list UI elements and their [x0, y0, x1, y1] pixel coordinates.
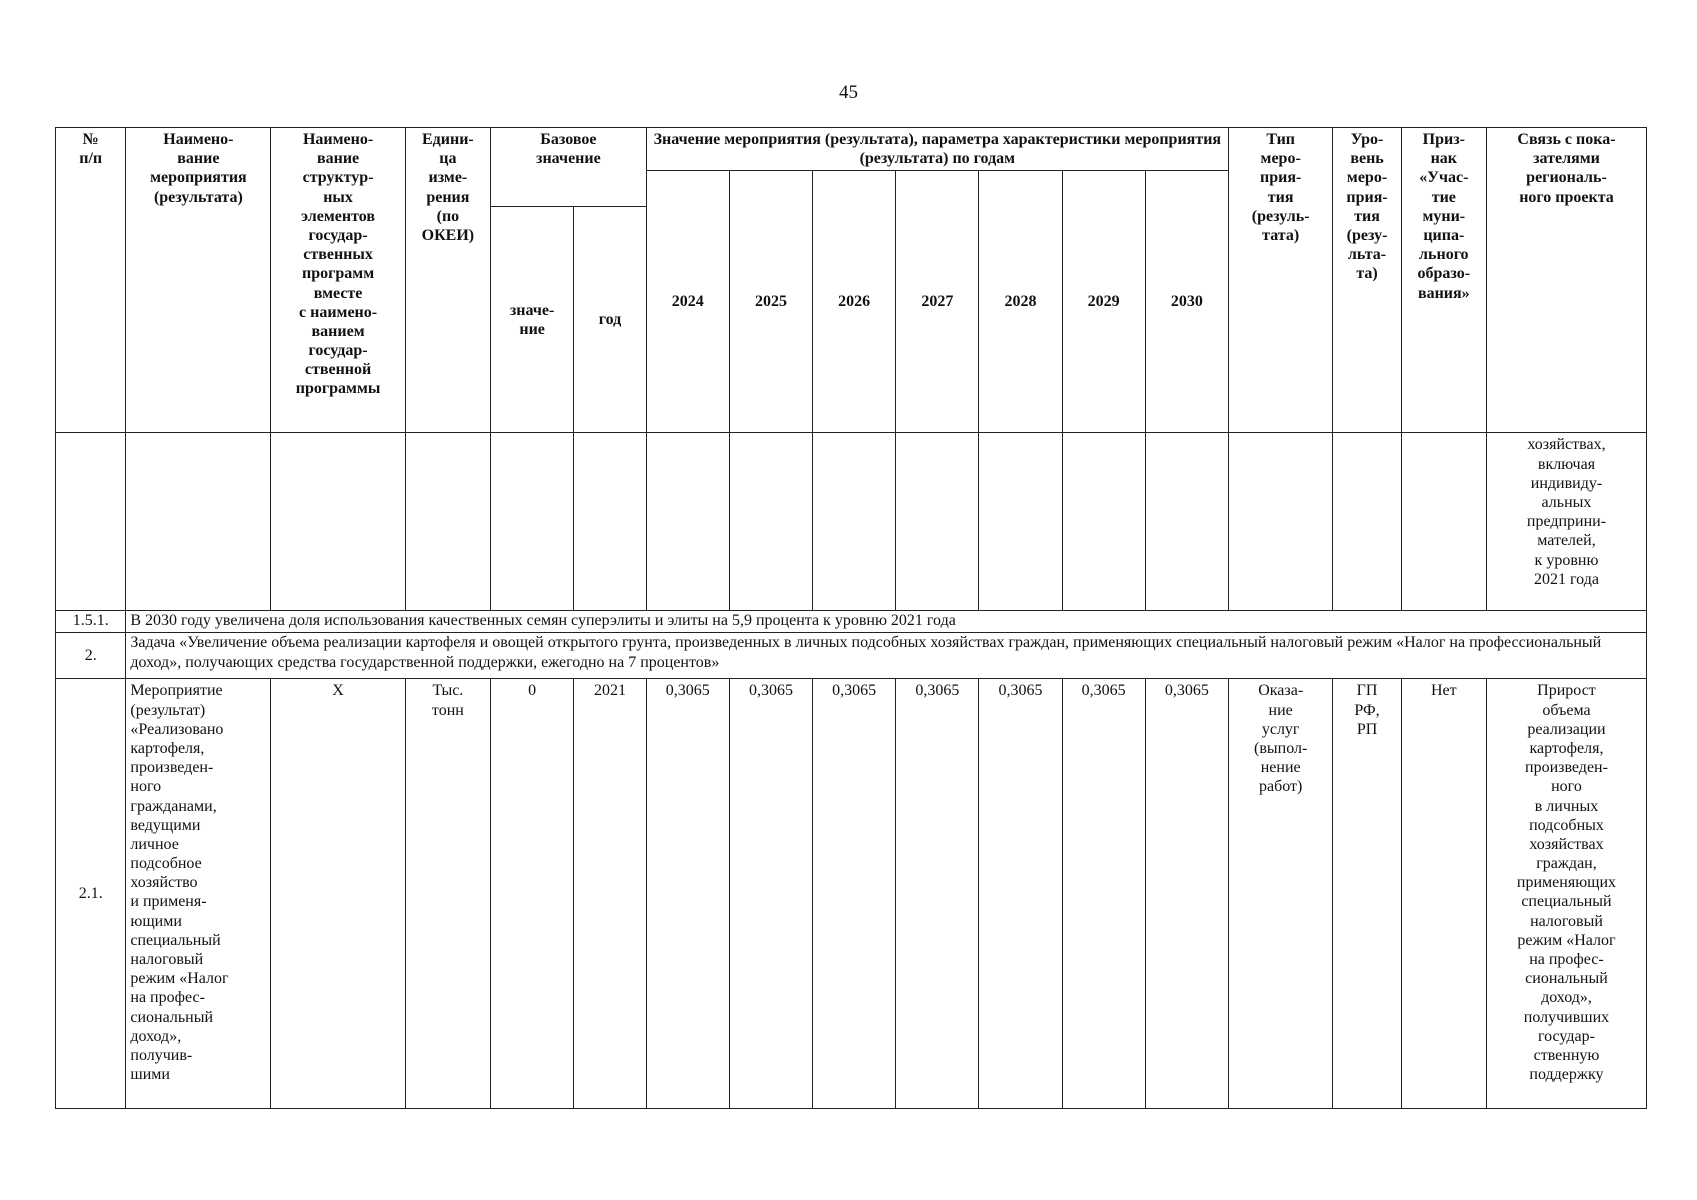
header-year-2028: 2028 — [979, 171, 1062, 433]
header-structure: Наимено- вание структур- ных элементов государ- ственных программ вместе с наимено- ванием государ- ственной программы — [271, 128, 405, 433]
row-1-5-1 — [56, 611, 1647, 633]
row-2-1-level: ГП РФ, РП — [1333, 679, 1401, 1109]
header-name: Наимено- вание мероприятия (результата) — [126, 128, 271, 433]
row-2-1-unit: Тыс. тонн — [405, 679, 490, 1109]
header-year-2025: 2025 — [729, 171, 812, 433]
row-2-1-municipal: Нет — [1401, 679, 1486, 1109]
row-2-1-value-2027: 0,3065 — [896, 679, 979, 1109]
page-number: 45 — [839, 82, 858, 103]
row-2-text: Задача «Увеличение объема реализации картофеля и овощей открытого грунта, произведенных в личных подсобных хозяйствах граждан, применяющих специальный налоговый режим «Налог на профессиональный доход», получающих средства государственной поддержки, ежегодно на 7 процентов» — [126, 633, 1647, 679]
header-row — [56, 128, 1647, 171]
row-2-1-no: 2.1. — [56, 679, 126, 1109]
header-base-year: год — [574, 207, 647, 433]
row-2-1-name: Мероприятие (результат) «Реализовано картофеля, произведен- ного гражданами, ведущими личное подсобное хозяйство и применя- ющими специальный налоговый режим «Налог на профес- сиональный доход», получив- шими — [126, 679, 271, 1109]
row-2-1-value-2024: 0,3065 — [646, 679, 729, 1109]
header-year-2024: 2024 — [646, 171, 729, 433]
continuation-row — [56, 433, 1647, 611]
row-2-1-value-2030: 0,3065 — [1145, 679, 1228, 1109]
row-2-1-value-2029: 0,3065 — [1062, 679, 1145, 1109]
row-1-5-1-no: 1.5.1. — [56, 611, 126, 633]
row-2-1-value-2028: 0,3065 — [979, 679, 1062, 1109]
header-base: Базовое значение — [491, 128, 647, 207]
measures-table — [55, 127, 1647, 1109]
row-2 — [56, 633, 1647, 679]
header-no: № п/п — [56, 128, 126, 433]
header-year-2026: 2026 — [813, 171, 896, 433]
row-2-no: 2. — [56, 633, 126, 679]
header-year-2030: 2030 — [1145, 171, 1228, 433]
row-2-1 — [56, 679, 1647, 1109]
header-link: Связь с пока- зателями региональ- ного проекта — [1486, 128, 1646, 433]
header-base-value: значе- ние — [491, 207, 574, 433]
header-values: Значение мероприятия (результата), параметра характеристики мероприятия (результата) по годам — [646, 128, 1228, 171]
row-2-1-link: Прирост объема реализации картофеля, произведен- ного в личных подсобных хозяйствах граждан, применяющих специальный налоговый режим «Налог на профес- сиональный доход», получивших государ- ственную поддержку — [1486, 679, 1646, 1109]
row-2-1-base-year: 2021 — [574, 679, 647, 1109]
row-2-1-type: Оказа- ние услуг (выпол- нение работ) — [1228, 679, 1333, 1109]
header-municipal: Приз- нак «Учас- тие муни- ципа- льного образо- вания» — [1401, 128, 1486, 433]
header-type: Тип меро- прия- тия (резуль- тата) — [1228, 128, 1333, 433]
header-year-2029: 2029 — [1062, 171, 1145, 433]
header-level: Уро- вень меро- прия- тия (резу- льта- та) — [1333, 128, 1401, 433]
row-2-1-base-value: 0 — [491, 679, 574, 1109]
header-unit: Едини- ца изме- рения (по ОКЕИ) — [405, 128, 490, 433]
row-2-1-structure: Х — [271, 679, 405, 1109]
continuation-link-text: хозяйствах, включая индивиду- альных предприни- мателей, к уровню 2021 года — [1486, 433, 1646, 611]
row-1-5-1-text: В 2030 году увеличена доля использования качественных семян суперэлиты и элиты на 5,9 процента к уровню 2021 года — [126, 611, 1647, 633]
row-2-1-value-2025: 0,3065 — [729, 679, 812, 1109]
row-2-1-value-2026: 0,3065 — [813, 679, 896, 1109]
header-year-2027: 2027 — [896, 171, 979, 433]
